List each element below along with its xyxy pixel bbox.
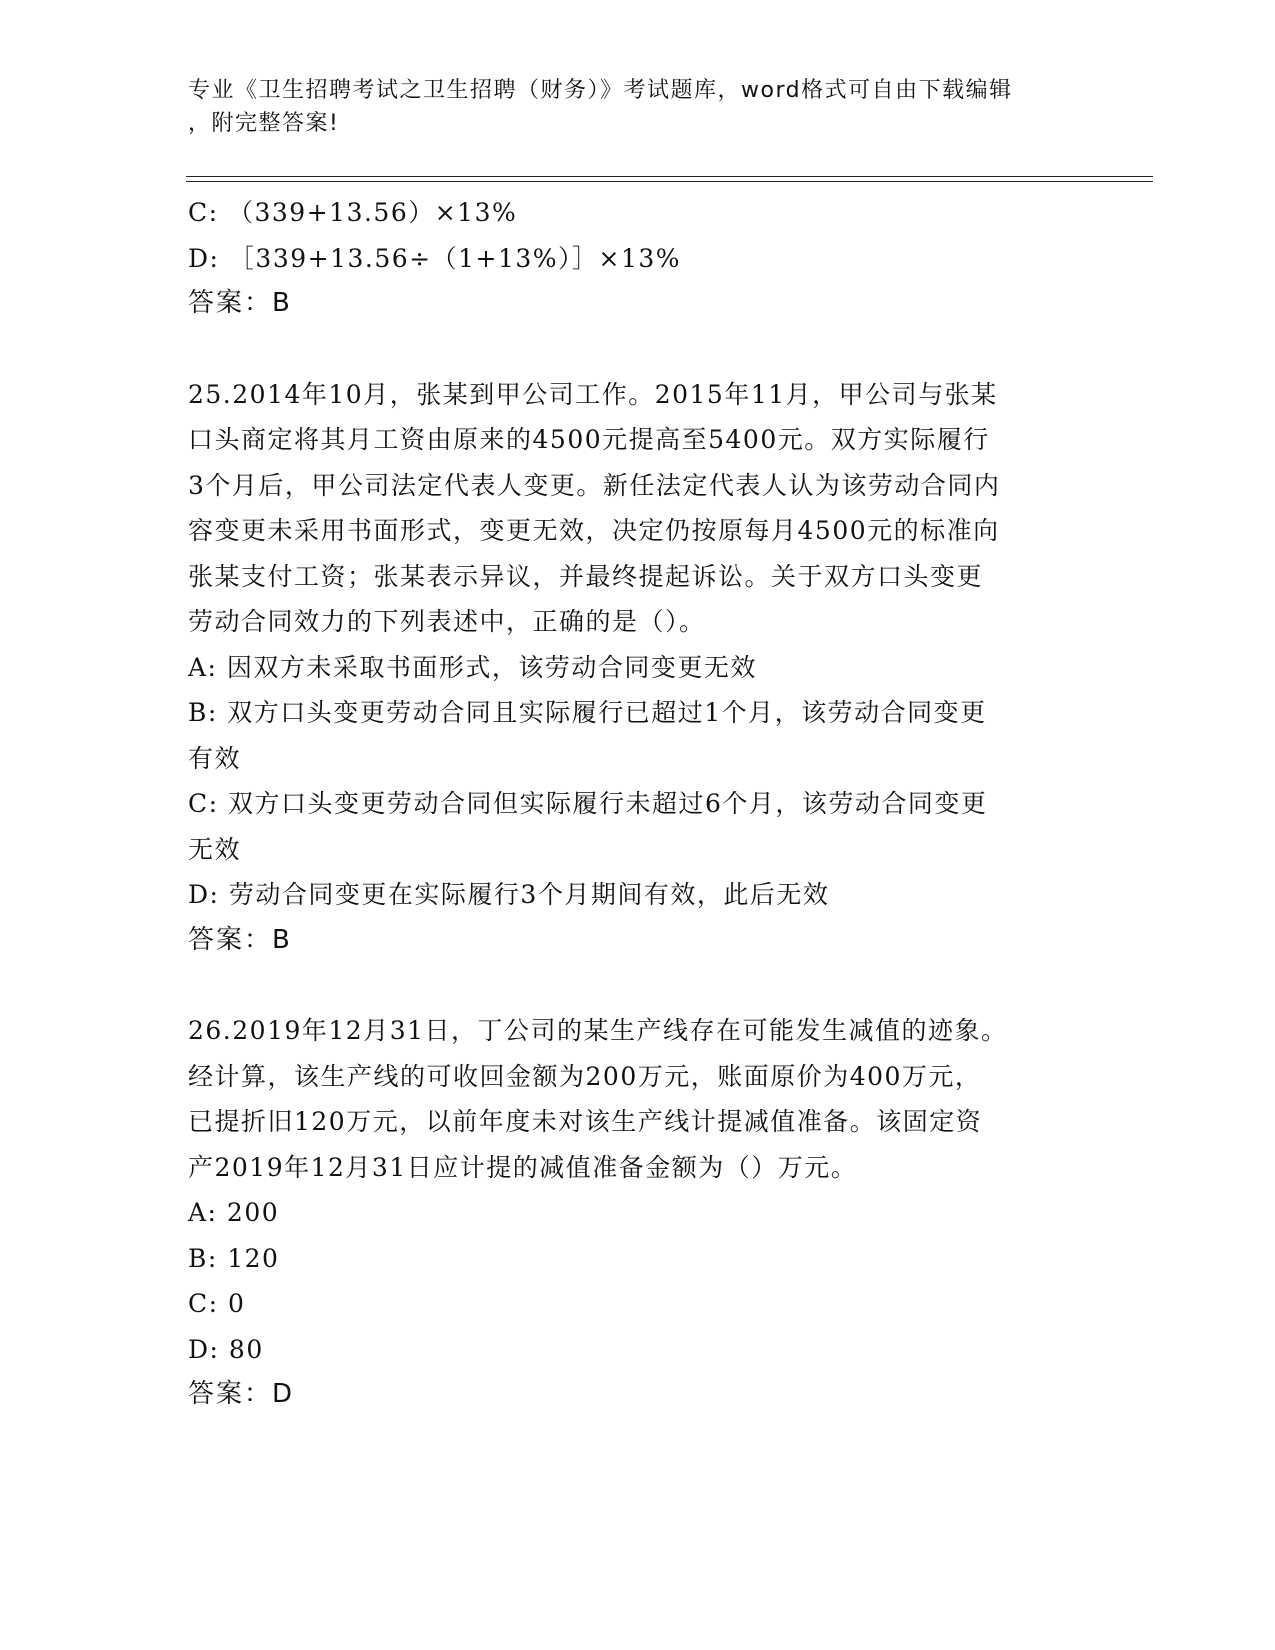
q25-option-d: D: 劳动合同变更在实际履行3个月期间有效，此后无效 [188,880,830,909]
q25-stem-line: 口头商定将其月工资由原来的4500元提高至5400元。双方实际履行 [188,425,990,454]
header-rule-bottom [186,181,1153,182]
q26-stem-line: 产2019年12月31日应计提的减值准备金额为（）万元。 [188,1152,858,1182]
q26-option-c: C: 0 [188,1289,246,1318]
prev-option-d: D: ［339+13.56÷（1+13%）］×13% [188,243,682,273]
header-rule-top [186,176,1153,177]
header-line-2: ，附完整答案! [188,111,340,136]
q25-stem-line: 劳动合同效力的下列表述中，正确的是（）。 [188,607,706,636]
q26-option-a: A: 200 [188,1198,280,1227]
q25-stem-line: 张某支付工资；张某表示异议，并最终提起诉讼。关于双方口头变更 [188,561,984,591]
q26-option-d: D: 80 [188,1334,264,1364]
q26-stem-line: 经计算，该生产线的可收回金额为200万元，账面原价为400万元， [188,1061,982,1091]
spacer [188,327,1088,372]
prev-answer: 答案：B [188,288,292,318]
q25-answer: 答案：B [188,924,292,955]
q25-option-c-cont: 无效 [188,834,242,864]
spacer [188,963,1088,1008]
q25-stem-line: 3个月后，甲公司法定代表人变更。新任法定代表人认为该劳动合同内 [188,470,1001,500]
prev-option-c: C: （339+13.56）×13% [188,198,518,227]
q25-option-b-cont: 有效 [188,743,242,773]
q25-stem-line: 25.2014年10月，张某到甲公司工作。2015年11月，甲公司与张某 [188,379,998,409]
q25-option-c: C: 双方口头变更劳动合同但实际履行未超过6个月，该劳动合同变更 [188,789,988,818]
q26-stem-line: 已提折旧120万元，以前年度未对该生产线计提减值准备。该固定资 [188,1107,983,1136]
q26-option-b: B: 120 [188,1243,280,1273]
question-content [188,190,1088,1418]
header-line-1: 专业《卫生招聘考试之卫生招聘（财务）》考试题库，word格式可自由下载编辑 [188,78,1013,103]
q25-option-b: B: 双方口头变更劳动合同且实际履行已超过1个月，该劳动合同变更 [188,698,987,727]
q25-stem-line: 容变更未采用书面形式，变更无效，决定仍按原每月4500元的标准向 [188,516,1000,545]
document-header [188,74,1088,140]
q26-stem-line: 26.2019年12月31日，丁公司的某生产线存在可能发生减值的迹象。 [188,1016,1008,1045]
q25-option-a: A: 因双方未采取书面形式，该劳动合同变更无效 [188,652,757,682]
q26-answer: 答案：D [188,1379,295,1409]
